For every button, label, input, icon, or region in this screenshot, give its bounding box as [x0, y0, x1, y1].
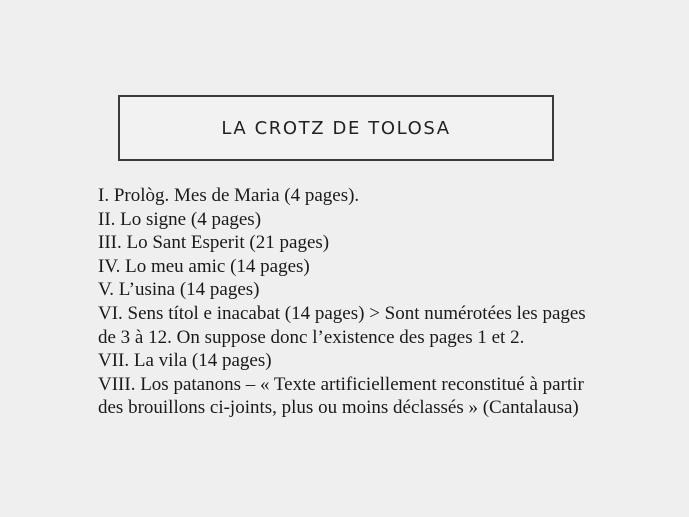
- list-item-continuation: des brouillons ci-joints, plus ou moins déclassés » (Cantalausa): [98, 397, 579, 419]
- list-item-continuation: de 3 à 12. On suppose donc l’existence des pages 1 et 2.: [98, 326, 525, 348]
- list-item: VII. La vila (14 pages): [98, 350, 272, 372]
- content-list: [98, 184, 658, 420]
- title-box: [118, 95, 554, 161]
- list-item: IV. Lo meu amic (14 pages): [98, 255, 310, 277]
- list-item: III. Lo Sant Esperit (21 pages): [98, 232, 330, 254]
- list-item: V. L’usina (14 pages): [98, 279, 260, 301]
- slide-title: LA CROTZ DE TOLOSA: [221, 117, 451, 139]
- list-item: II. Lo signe (4 pages): [98, 208, 262, 230]
- list-item: I. Prològ. Mes de Maria (4 pages).: [98, 185, 360, 206]
- list-item: VIII. Los patanons – « Texte artificiellement reconstitué à partir: [98, 373, 584, 395]
- list-item: VI. Sens títol e inacabat (14 pages) > Sont numérotées les pages: [98, 302, 586, 324]
